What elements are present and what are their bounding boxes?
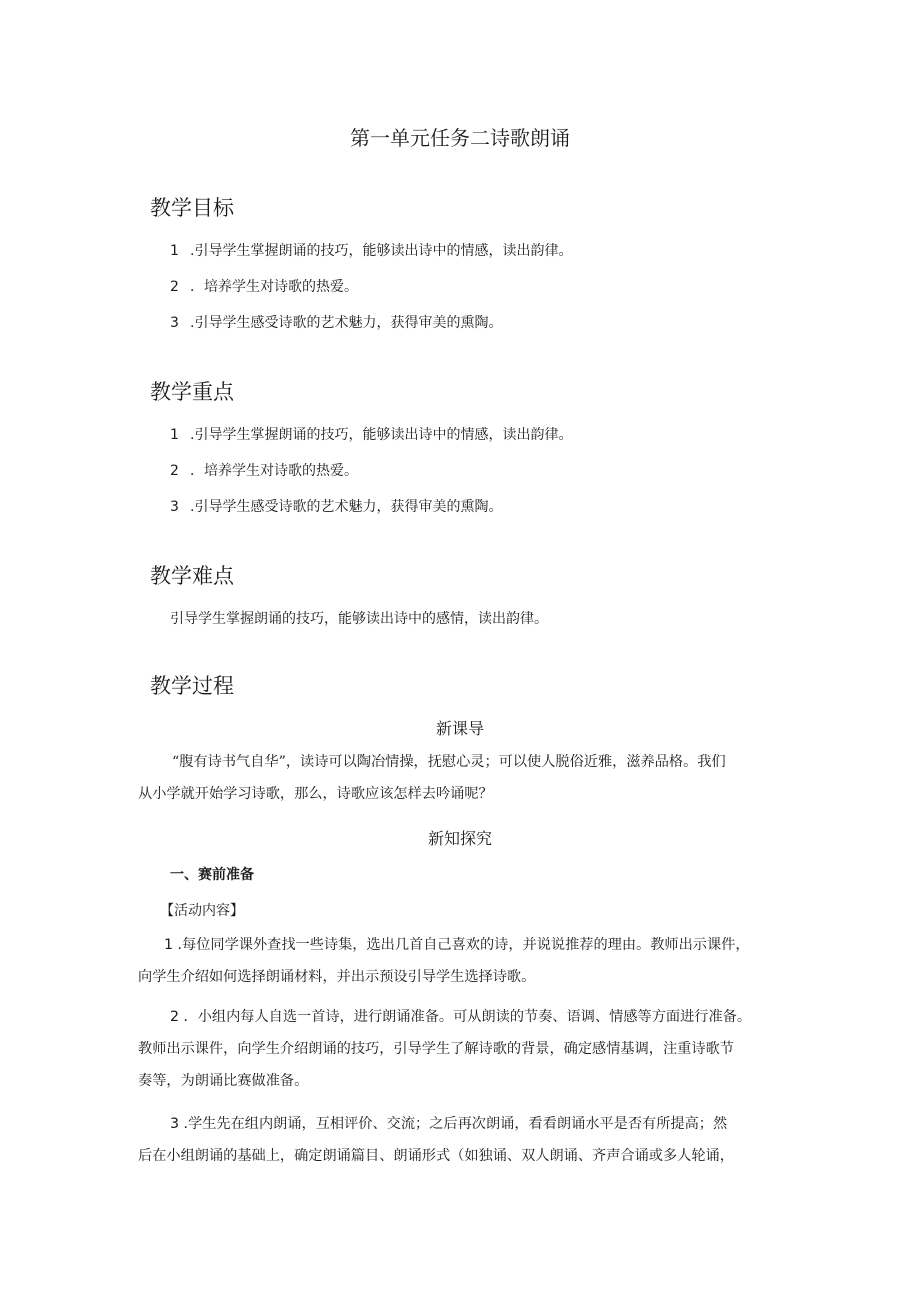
subheading-intro: 新课导 xyxy=(435,719,484,738)
difficulty-text: 引导学生掌握朗诵的技巧，能够读出诗中的感情，读出韵律。 xyxy=(170,611,548,627)
item-number: 2 xyxy=(170,279,179,295)
activity-number: 3 xyxy=(170,1116,180,1132)
activity-2-line-1 xyxy=(138,1001,788,1033)
activity-text: .学生先在组内朗诵，互相评价、交流；之后再次朗诵，看看朗诵水平是否有所提高；然 xyxy=(183,1116,728,1132)
list-item xyxy=(170,240,572,260)
activity-3-line-2: 后在小组朗诵的基础上，确定朗诵篇目、朗诵形式（如独诵、双人朗诵、齐声合诵或多人轮诵， xyxy=(138,1148,734,1164)
list-item xyxy=(170,460,358,480)
item-number: 1 xyxy=(170,427,179,443)
item-number: 1 xyxy=(170,243,179,259)
heading-difficulties: 教学难点 xyxy=(150,564,234,588)
item-number: 3 xyxy=(170,315,179,331)
list-item xyxy=(170,312,502,332)
item-text: .引导学生感受诗歌的艺术魅力，获得审美的熏陶。 xyxy=(190,499,503,515)
heading-objectives: 教学目标 xyxy=(150,196,234,220)
subheading-explore: 新知探究 xyxy=(427,829,492,848)
activity-number: 1 xyxy=(164,937,174,953)
heading-process: 教学过程 xyxy=(150,674,234,698)
item-text: .引导学生感受诗歌的艺术魅力，获得审美的熏陶。 xyxy=(190,315,503,331)
list-item xyxy=(170,276,358,296)
intro-line-1: “腹有诗书气自华”，读诗可以陶冶情操，抚慰心灵；可以使人脱俗近雅，滋养品格。我们 xyxy=(172,754,726,770)
activity-3 xyxy=(138,1108,788,1172)
activity-2 xyxy=(138,1001,788,1097)
item-text: .引导学生掌握朗诵的技巧，能够读出诗中的情感，读出韵律。 xyxy=(190,243,573,259)
activity-1-line-2: 向学生介绍如何选择朗诵材料，并出示预设引导学生选择诗歌。 xyxy=(138,969,536,985)
page-title: 第一单元任务二诗歌朗诵 xyxy=(350,126,570,150)
item-number: 3 xyxy=(170,499,179,515)
activity-1 xyxy=(138,929,788,993)
activity-1-line-1 xyxy=(138,929,788,961)
list-item xyxy=(170,424,572,444)
intro-line-2: 从小学就开始学习诗歌，那么，诗歌应该怎样去吟诵呢？ xyxy=(138,786,493,802)
activity-text: ．小组内每人自选一首诗，进行朗诵准备。可从朗读的节奏、语调、情感等方面进行准备。 xyxy=(183,1009,752,1025)
item-text: ．培养学生对诗歌的热爱。 xyxy=(190,463,358,479)
list-item xyxy=(170,496,502,516)
heading-key-points: 教学重点 xyxy=(150,380,234,404)
item-text: ．培养学生对诗歌的热爱。 xyxy=(190,279,358,295)
activity-2-line-3: 奏等，为朗诵比赛做准备。 xyxy=(138,1073,309,1089)
intro-paragraph xyxy=(138,746,788,810)
activity-3-line-1 xyxy=(138,1108,788,1140)
activity-2-line-2: 教师出示课件，向学生介绍朗诵的技巧，引导学生了解诗歌的背景，确定感情基调，注重诗歌节 xyxy=(138,1041,734,1057)
item-text: .引导学生掌握朗诵的技巧，能够读出诗中的情感，读出韵律。 xyxy=(190,427,573,443)
item-number: 2 xyxy=(170,463,179,479)
activity-label: 【活动内容】 xyxy=(160,903,244,919)
activity-text: .每位同学课外查找一些诗集，选出几首自己喜欢的诗，并说说推荐的理由。教师出示课件， xyxy=(177,937,750,953)
activity-number: 2 xyxy=(170,1009,180,1025)
section-heading: 一、赛前准备 xyxy=(170,867,254,883)
